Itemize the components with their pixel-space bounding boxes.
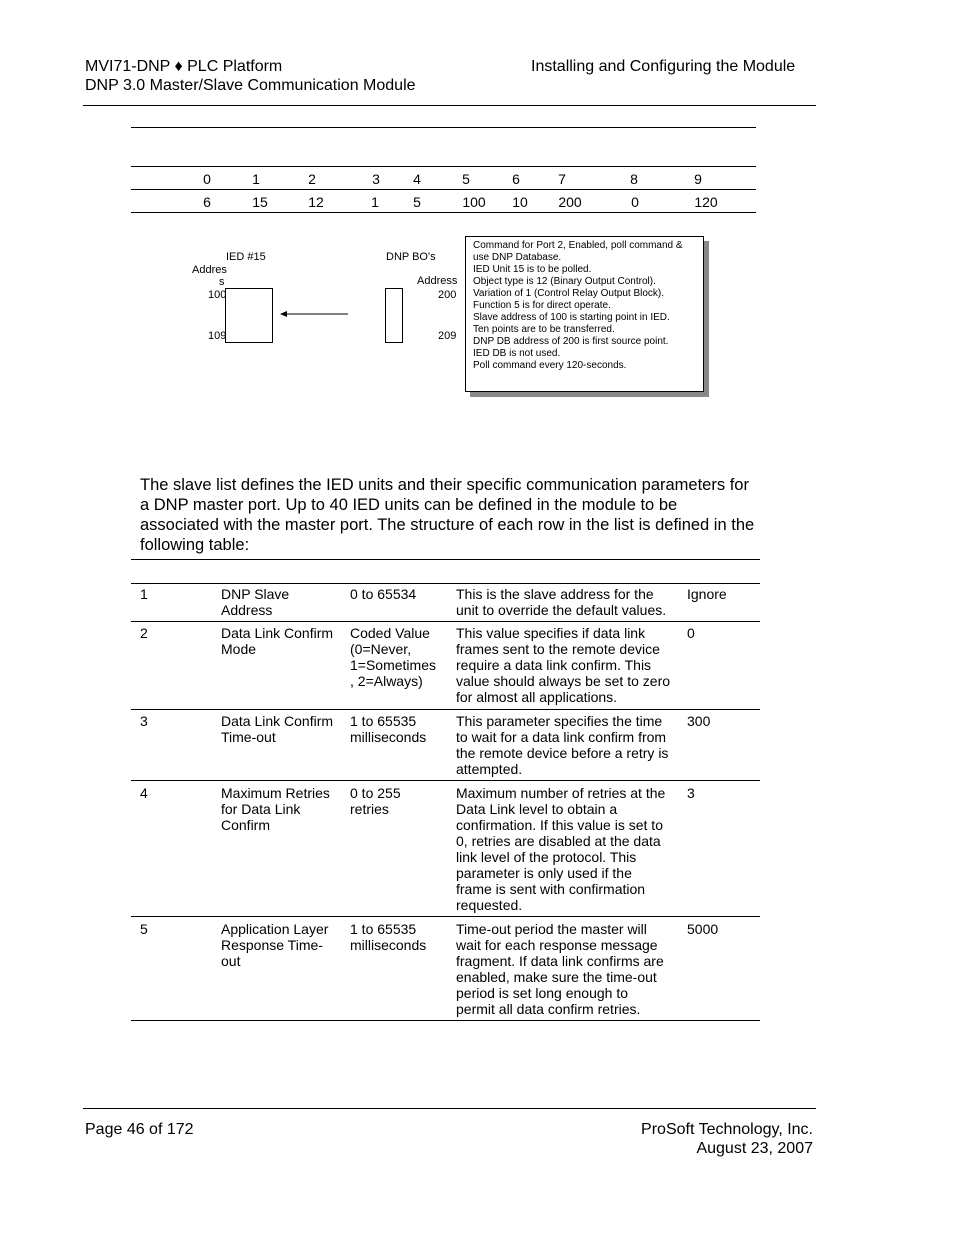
command-value-cell: 5 <box>413 194 421 210</box>
note-line: Command for Port 2, Enabled, poll command & <box>473 240 683 251</box>
note-line: use DNP Database. <box>473 252 562 263</box>
row-desc-line: unit to override the default values. <box>456 602 667 618</box>
ied-address-label-cont: s <box>219 276 225 288</box>
command-header-cell: 3 <box>372 171 380 187</box>
row-name-line: Address <box>221 602 273 618</box>
ied-start-address: 100 <box>208 289 227 301</box>
row-default: 0 <box>687 625 695 641</box>
command-header-cell: 9 <box>694 171 702 187</box>
row-name <box>221 921 328 969</box>
row-default: 3 <box>687 785 695 801</box>
row-number: 4 <box>140 785 148 801</box>
row-range-line: milliseconds <box>350 729 427 745</box>
row-name-line: Data Link Confirm <box>221 713 334 729</box>
row-name-line: Mode <box>221 641 257 657</box>
row-name-line: DNP Slave <box>221 586 290 602</box>
row-number: 2 <box>140 625 148 641</box>
row-range-line: 0 to 65534 <box>350 586 417 602</box>
command-value-cell: 100 <box>462 194 486 210</box>
row-name <box>221 586 289 618</box>
row-description <box>456 785 665 913</box>
row-name <box>221 785 330 833</box>
command-header-cell: 2 <box>308 171 316 187</box>
footer-date: August 23, 2007 <box>696 1140 813 1157</box>
header-section: Installing and Configuring the Module <box>531 58 796 75</box>
dnp-address-label: Address <box>417 275 458 287</box>
footer-rule <box>83 1108 816 1109</box>
row-desc-line: Maximum number of retries at the <box>456 785 666 801</box>
row-name-line: Maximum Retries <box>221 785 330 801</box>
slave-table-bottom-rule <box>131 1020 760 1021</box>
row-desc-line: permit all data confirm retries. <box>456 1001 641 1017</box>
slave-table-header-rule <box>131 583 760 584</box>
command-value-cell: 120 <box>694 194 718 210</box>
note-line: DNP DB address of 200 is first source point. <box>473 336 669 347</box>
row-name-line: Confirm <box>221 817 271 833</box>
command-header-cell: 4 <box>413 171 421 187</box>
row-description <box>456 586 666 618</box>
dnp-bo-label: DNP BO's <box>386 251 436 263</box>
row-range-line: 0 to 255 <box>350 785 401 801</box>
command-value-cell: 15 <box>252 194 268 210</box>
command-header-cell: 1 <box>252 171 260 187</box>
row-desc-line: 0, retries are disabled at the data <box>456 833 661 849</box>
row-number: 1 <box>140 586 148 602</box>
row-name-line: Time-out <box>221 729 276 745</box>
command-header-cell: 7 <box>558 171 566 187</box>
dnp-register-box <box>385 288 403 343</box>
note-line: Ten points are to be transferred. <box>473 324 615 335</box>
row-divider <box>131 621 760 622</box>
row-name <box>221 713 333 745</box>
row-range <box>350 785 401 817</box>
row-desc-line: enabled, make sure the time-out <box>456 969 657 985</box>
row-description <box>456 625 670 705</box>
row-name-line: out <box>221 953 241 969</box>
row-divider <box>131 709 760 710</box>
command-header-cell: 0 <box>203 171 211 187</box>
note-line: IED Unit 15 is to be polled. <box>473 264 592 275</box>
row-desc-line: value should always be set to zero <box>456 673 671 689</box>
row-desc-line: This value specifies if data link <box>456 625 646 641</box>
row-divider <box>131 780 760 781</box>
command-value-cell: 0 <box>631 194 639 210</box>
header-title-line1: MVI71-DNP ♦ PLC Platform <box>85 58 283 75</box>
command-note-box <box>465 236 704 392</box>
ied-register-box <box>225 288 273 343</box>
command-value-cell: 1 <box>371 194 379 210</box>
row-name-line: Application Layer <box>221 921 329 937</box>
row-desc-line: link level of the protocol. This <box>456 849 637 865</box>
row-default: 300 <box>687 713 711 729</box>
command-table-top-rule <box>131 127 756 128</box>
row-desc-line: the remote device before a retry is <box>456 745 669 761</box>
row-name-line: Response Time- <box>221 937 323 953</box>
note-line: Function 5 is for direct operate. <box>473 300 611 311</box>
row-desc-line: parameter is only used if the <box>456 865 632 881</box>
row-range-line: 1=Sometimes <box>350 657 436 673</box>
row-desc-line: to wait for a data link confirm from <box>456 729 667 745</box>
slave-table-top-rule <box>131 559 760 560</box>
row-name <box>221 625 333 657</box>
ied-end-address: 109 <box>208 330 227 342</box>
row-number: 5 <box>140 921 148 937</box>
note-line: Slave address of 100 is starting point in IED. <box>473 312 670 323</box>
dnp-start-address: 200 <box>438 289 457 301</box>
row-desc-line: This parameter specifies the time <box>456 713 663 729</box>
row-range-line: retries <box>350 801 389 817</box>
note-line: IED DB is not used. <box>473 348 561 359</box>
row-default: Ignore <box>687 586 727 602</box>
row-desc-line: confirmation. If this value is set to <box>456 817 663 833</box>
row-desc-line: Time-out period the master will <box>456 921 647 937</box>
footer-company: ProSoft Technology, Inc. <box>641 1121 813 1138</box>
note-line: Poll command every 120-seconds. <box>473 360 627 371</box>
command-header-cell: 8 <box>630 171 638 187</box>
row-desc-line: frame is sent with confirmation <box>456 881 646 897</box>
row-description <box>456 921 664 1017</box>
row-desc-line: wait for each response message <box>456 937 658 953</box>
command-value-cell: 10 <box>512 194 528 210</box>
slave-list-paragraph: The slave list defines the IED units and their specific communication parameters for a DNP master port. Up to 40 IED units can be defined in the module to be associated with the master port. The structure of each row in the list is defined in the following table: <box>140 476 755 554</box>
header-rule <box>83 105 816 106</box>
row-desc-line: requested. <box>456 897 523 913</box>
row-range-line: 1 to 65535 <box>350 921 417 937</box>
command-header-cell: 5 <box>462 171 470 187</box>
command-value-cell: 12 <box>308 194 324 210</box>
arrow-left-icon <box>278 308 350 320</box>
header-title-line2: DNP 3.0 Master/Slave Communication Module <box>85 77 416 94</box>
ied-address-label: Addres <box>192 264 227 276</box>
row-desc-line: for almost all applications. <box>456 689 618 705</box>
note-line: Variation of 1 (Control Relay Output Block). <box>473 288 665 299</box>
page-number: Page 46 of 172 <box>85 1121 194 1138</box>
row-desc-line: This is the slave address for the <box>456 586 654 602</box>
row-range <box>350 625 436 689</box>
row-range-line: , 2=Always) <box>350 673 423 689</box>
note-line: Object type is 12 (Binary Output Control). <box>473 276 656 287</box>
row-description <box>456 713 668 777</box>
row-default: 5000 <box>687 921 719 937</box>
row-desc-line: attempted. <box>456 761 523 777</box>
row-desc-line: Data Link level to obtain a <box>456 801 618 817</box>
row-range <box>350 713 426 745</box>
row-range <box>350 921 426 953</box>
command-table-bottom-rule <box>131 212 756 213</box>
row-desc-line: frames sent to the remote device <box>456 641 660 657</box>
row-desc-line: require a data link confirm. This <box>456 657 652 673</box>
dnp-end-address: 209 <box>438 330 457 342</box>
row-range-line: (0=Never, <box>350 641 412 657</box>
row-desc-line: fragment. If data link confirms are <box>456 953 664 969</box>
command-header-cell: 6 <box>512 171 520 187</box>
row-name-line: Data Link Confirm <box>221 625 334 641</box>
row-range-line: Coded Value <box>350 625 430 641</box>
row-desc-line: period is set long enough to <box>456 985 629 1001</box>
row-name-line: for Data Link <box>221 801 301 817</box>
ied-label: IED #15 <box>226 251 266 263</box>
command-table-header-rule <box>131 166 756 167</box>
row-range-line: milliseconds <box>350 937 427 953</box>
command-table-mid-rule <box>131 189 756 190</box>
row-range-line: 1 to 65535 <box>350 713 417 729</box>
command-value-cell: 6 <box>203 194 211 210</box>
row-range <box>350 586 416 602</box>
command-value-cell: 200 <box>558 194 582 210</box>
row-number: 3 <box>140 713 148 729</box>
row-divider <box>131 916 760 917</box>
